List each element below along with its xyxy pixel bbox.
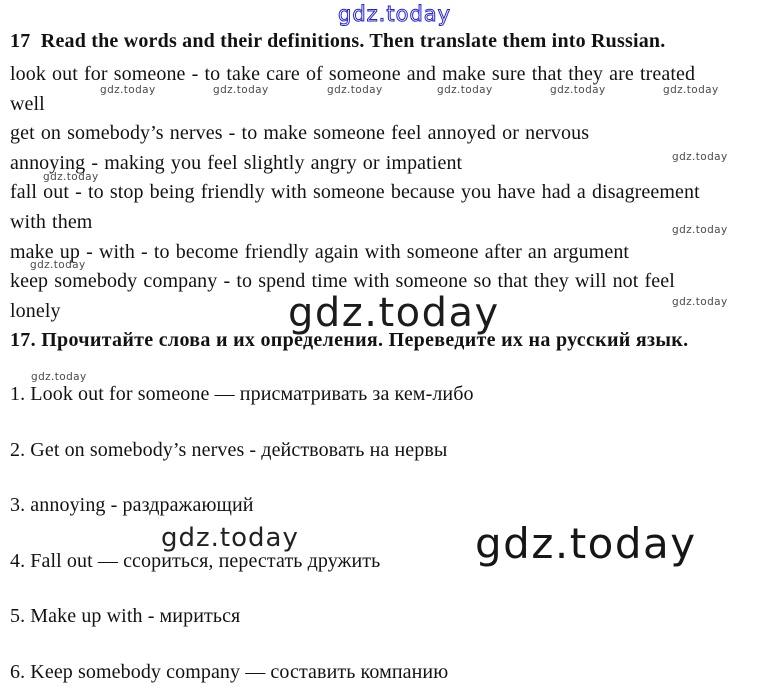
watermark-gdz-right-3: gdz.today bbox=[672, 296, 728, 308]
definition-line: with them bbox=[10, 210, 93, 233]
watermark-gdz-row-6: gdz.today bbox=[663, 84, 719, 96]
answers-block bbox=[10, 383, 762, 694]
answer-item: 4. Fall out — ссориться, перестать дружить bbox=[10, 549, 381, 572]
answer-item: 6. Keep somebody company — составить компанию bbox=[10, 660, 449, 683]
answer-item: 3. annoying - раздражающий bbox=[10, 494, 254, 516]
answer-item: 1. Look out for someone — присматривать за кем-либо bbox=[10, 383, 474, 405]
watermark-gdz-left-2: gdz.today bbox=[30, 259, 86, 271]
watermark-gdz-row-5: gdz.today bbox=[550, 84, 606, 96]
exercise-heading-en: 17 Read the words and their definitions. Then translate them into Russian. bbox=[10, 30, 666, 52]
watermark-gdz-row-2: gdz.today bbox=[213, 84, 269, 96]
definition-line: annoying - making you feel slightly angry or impatient bbox=[10, 151, 463, 174]
definition-line: well bbox=[10, 92, 45, 115]
watermark-gdz-center-large: gdz.today bbox=[288, 290, 500, 336]
watermark-gdz-right-2: gdz.today bbox=[672, 224, 728, 236]
watermark-gdz-left-1: gdz.today bbox=[43, 171, 99, 183]
watermark-gdz-mid: gdz.today bbox=[161, 523, 299, 553]
definition-line: look out for someone - to take care of someone and make sure that they are treated bbox=[10, 63, 696, 85]
exercise-heading-ru: 17. Прочитайте слова и их определения. Переведите их на русский язык. bbox=[10, 329, 689, 351]
answer-item: 2. Get on somebody’s nerves - действовать на нервы bbox=[10, 438, 448, 461]
definitions-block bbox=[10, 60, 762, 326]
definition-line: make up - with - to become friendly again with someone after an argument bbox=[10, 240, 630, 263]
definition-line: fall out - to stop being friendly with someone because you have had a disagreement bbox=[10, 181, 700, 204]
answer-item: 5. Make up with - мириться bbox=[10, 605, 241, 627]
watermark-gdz-top-blue: gdz.today bbox=[338, 2, 452, 26]
definition-line: keep somebody company - to spend time with someone so that they will not feel bbox=[10, 270, 675, 293]
watermark-gdz-row-4: gdz.today bbox=[437, 84, 493, 96]
watermark-gdz-right-large: gdz.today bbox=[475, 519, 697, 568]
watermark-gdz-row-1: gdz.today bbox=[100, 84, 156, 96]
watermark-gdz-left-3: gdz.today bbox=[31, 371, 87, 383]
definition-line: get on somebody’s nerves - to make someone feel annoyed or nervous bbox=[10, 122, 590, 145]
definition-line: lonely bbox=[10, 299, 61, 322]
watermark-gdz-right-1: gdz.today bbox=[672, 151, 728, 163]
watermark-gdz-row-3: gdz.today bbox=[327, 84, 383, 96]
